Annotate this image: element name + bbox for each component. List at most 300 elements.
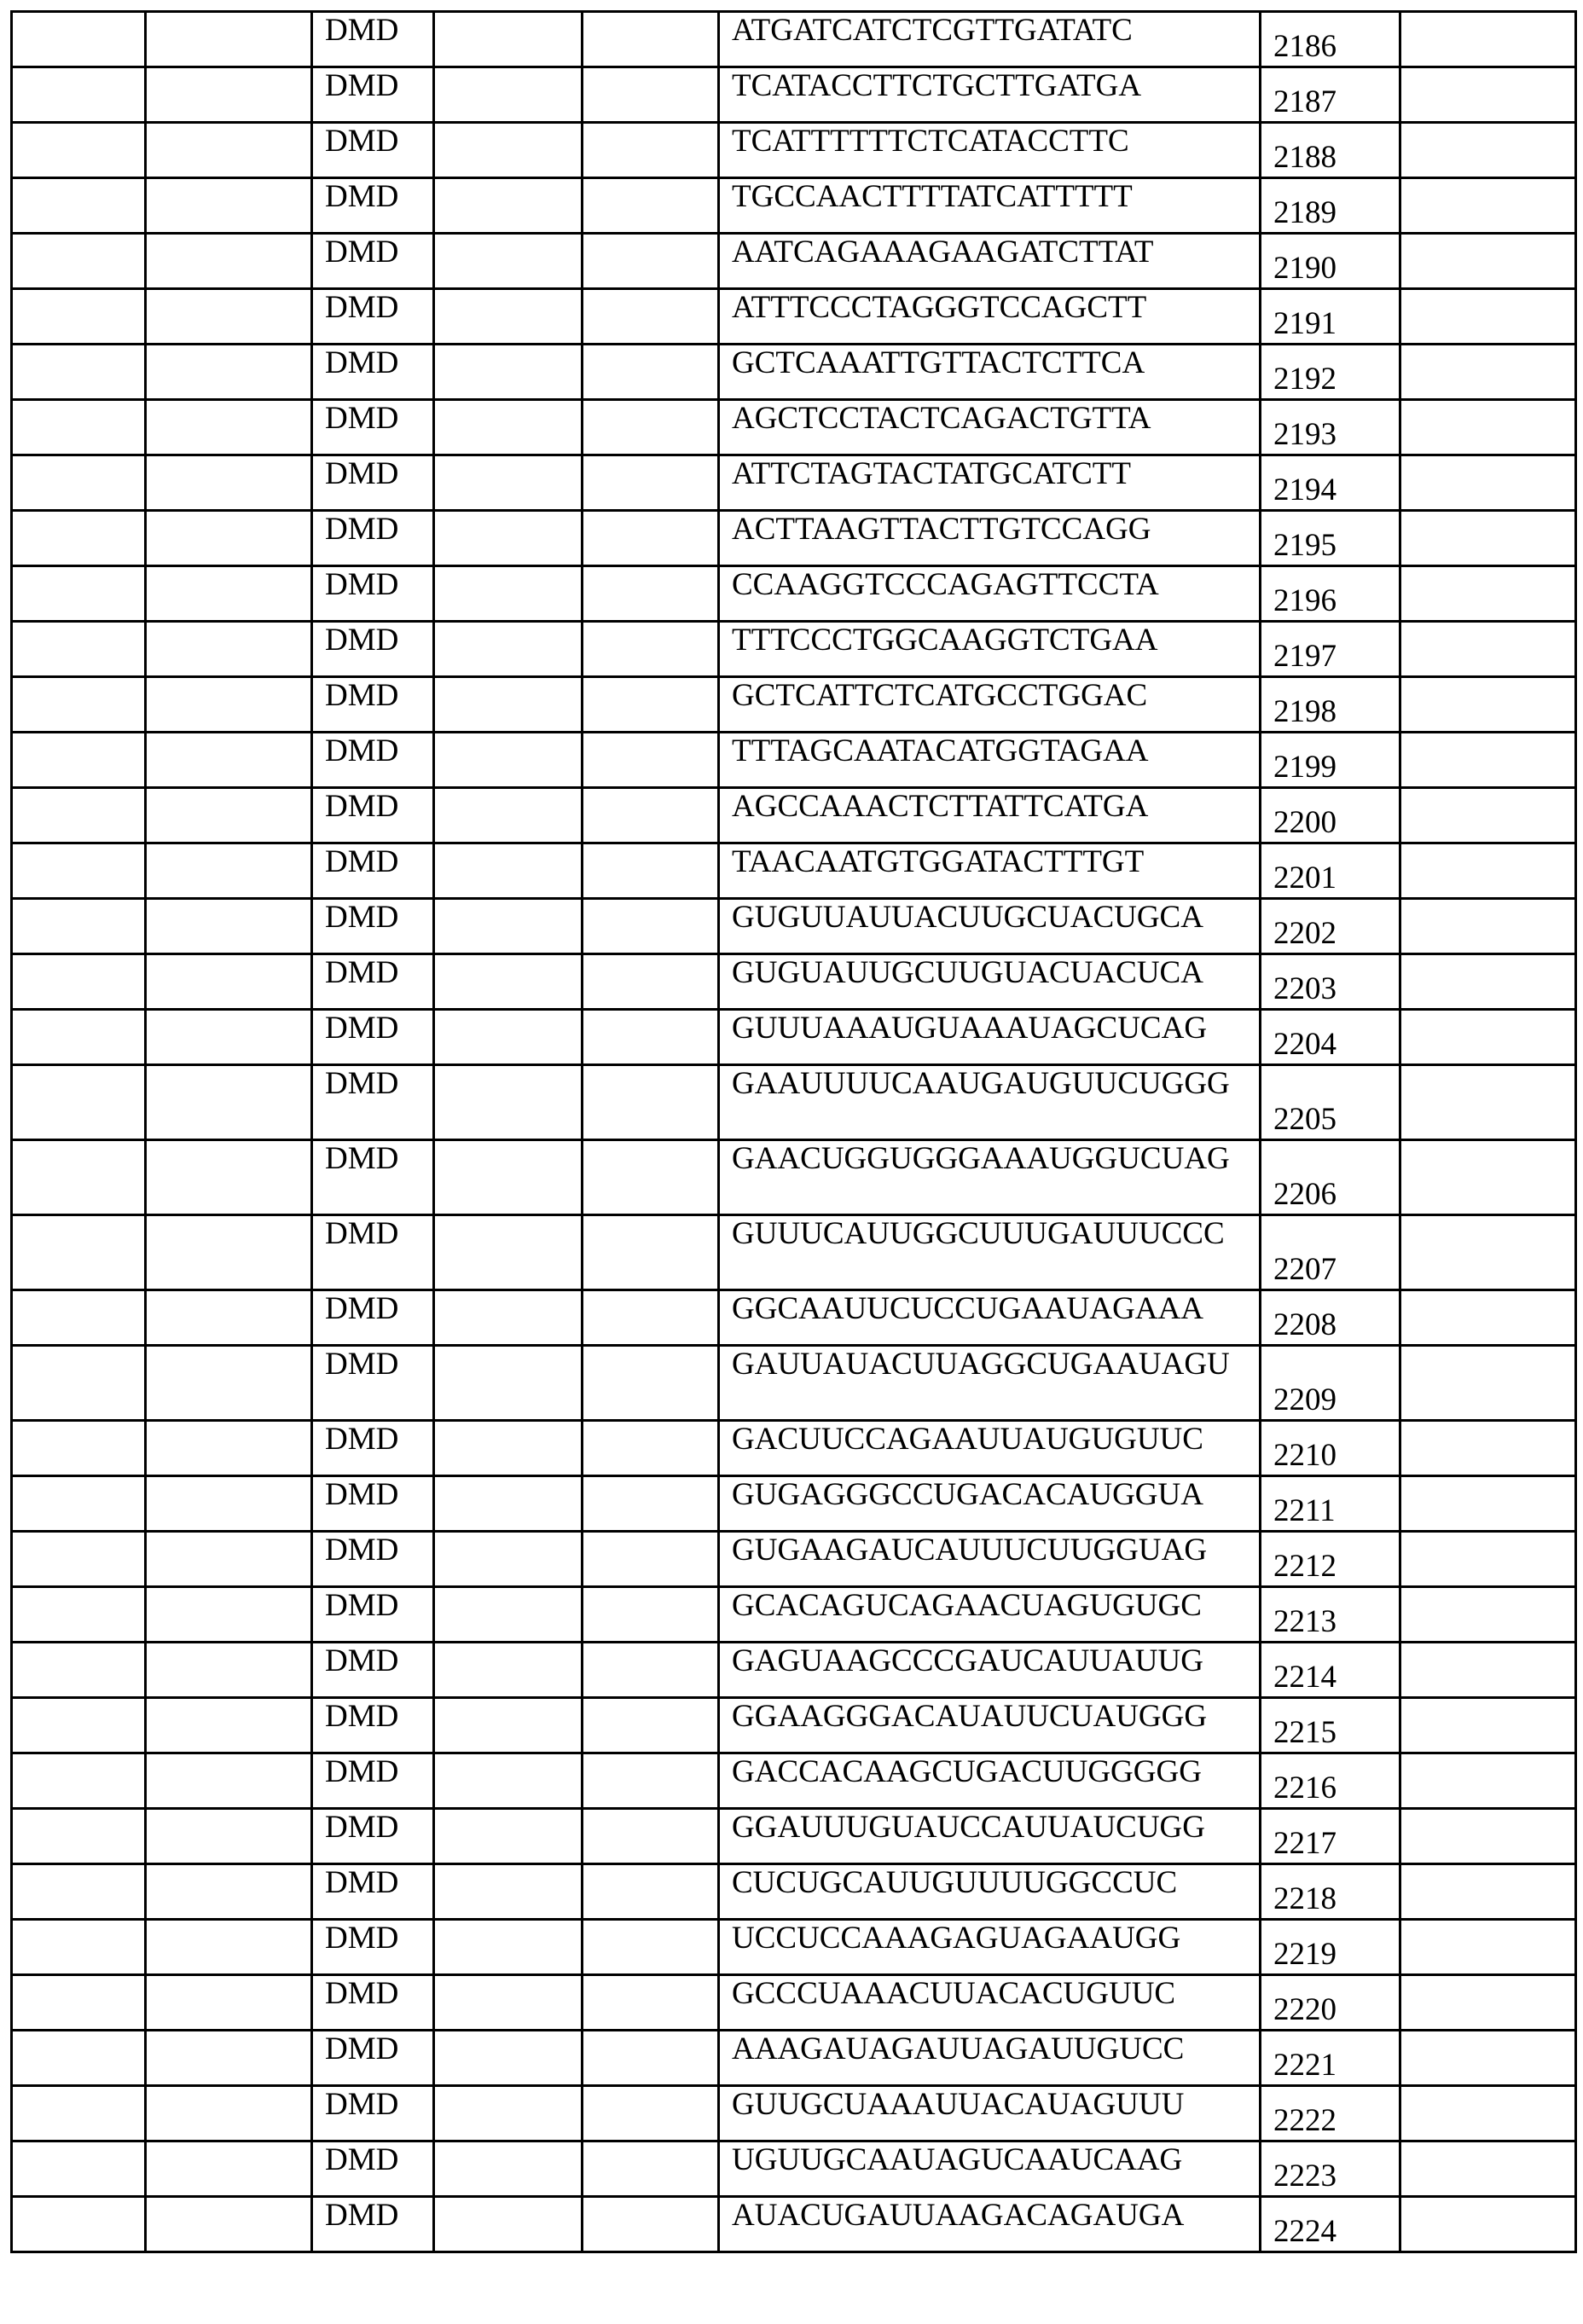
table-row bbox=[12, 1864, 1576, 1920]
empty-cell bbox=[146, 12, 312, 67]
table-row bbox=[12, 12, 1576, 67]
empty-cell bbox=[146, 1065, 312, 1140]
sequence-cell: ACTTAAGTTACTTGTCCAGG bbox=[719, 511, 1261, 566]
empty-cell bbox=[1400, 1532, 1576, 1587]
table-row bbox=[12, 123, 1576, 178]
gene-cell: DMD bbox=[312, 1753, 434, 1809]
table-row bbox=[12, 234, 1576, 289]
empty-cell bbox=[583, 1753, 719, 1809]
empty-cell bbox=[583, 2141, 719, 2197]
empty-cell bbox=[434, 289, 583, 345]
sequence-cell: TGCCAACTTTTATCATTTTT bbox=[719, 178, 1261, 234]
empty-cell bbox=[583, 677, 719, 733]
empty-cell bbox=[12, 1809, 146, 1864]
seq-id-cell: 2201 bbox=[1261, 843, 1400, 899]
empty-cell bbox=[12, 1140, 146, 1215]
gene-cell: DMD bbox=[312, 733, 434, 788]
table-row bbox=[12, 289, 1576, 345]
empty-cell bbox=[146, 566, 312, 622]
empty-cell bbox=[12, 1864, 146, 1920]
empty-cell bbox=[1400, 1864, 1576, 1920]
empty-cell bbox=[146, 788, 312, 843]
empty-cell bbox=[1400, 2141, 1576, 2197]
empty-cell bbox=[583, 566, 719, 622]
empty-cell bbox=[146, 1421, 312, 1476]
empty-cell bbox=[434, 1421, 583, 1476]
seq-id-cell: 2198 bbox=[1261, 677, 1400, 733]
seq-id-cell: 2216 bbox=[1261, 1753, 1400, 1809]
empty-cell bbox=[1400, 12, 1576, 67]
gene-cell: DMD bbox=[312, 2197, 434, 2252]
gene-cell: DMD bbox=[312, 234, 434, 289]
seq-id-cell: 2212 bbox=[1261, 1532, 1400, 1587]
sequence-cell: GUUGCUAAAUUACAUAGUUU bbox=[719, 2086, 1261, 2141]
gene-cell: DMD bbox=[312, 1864, 434, 1920]
empty-cell bbox=[146, 455, 312, 511]
sequence-cell: AUACUGAUUAAGACAGAUGA bbox=[719, 2197, 1261, 2252]
empty-cell bbox=[12, 677, 146, 733]
empty-cell bbox=[434, 1140, 583, 1215]
empty-cell bbox=[434, 2197, 583, 2252]
gene-cell: DMD bbox=[312, 1643, 434, 1698]
empty-cell bbox=[434, 67, 583, 123]
empty-cell bbox=[434, 1290, 583, 1346]
empty-cell bbox=[146, 954, 312, 1010]
table-row bbox=[12, 2197, 1576, 2252]
table-row bbox=[12, 400, 1576, 455]
empty-cell bbox=[1400, 1975, 1576, 2031]
empty-cell bbox=[146, 123, 312, 178]
empty-cell bbox=[146, 843, 312, 899]
sequence-table bbox=[10, 10, 1577, 2253]
empty-cell bbox=[434, 2141, 583, 2197]
sequence-cell: AGCCAAACTCTTATTCATGA bbox=[719, 788, 1261, 843]
empty-cell bbox=[434, 1065, 583, 1140]
empty-cell bbox=[12, 1753, 146, 1809]
table-row bbox=[12, 1421, 1576, 1476]
empty-cell bbox=[583, 289, 719, 345]
empty-cell bbox=[434, 234, 583, 289]
empty-cell bbox=[1400, 511, 1576, 566]
gene-cell: DMD bbox=[312, 1698, 434, 1753]
sequence-cell: GUUUCAUUGGCUUUGAUUUCCC bbox=[719, 1215, 1261, 1290]
sequence-cell: TAACAATGTGGATACTTTGT bbox=[719, 843, 1261, 899]
empty-cell bbox=[434, 2086, 583, 2141]
gene-cell: DMD bbox=[312, 1975, 434, 2031]
empty-cell bbox=[12, 2031, 146, 2086]
table-body bbox=[12, 12, 1576, 2252]
seq-id-cell: 2197 bbox=[1261, 622, 1400, 677]
empty-cell bbox=[583, 622, 719, 677]
empty-cell bbox=[1400, 1346, 1576, 1421]
empty-cell bbox=[583, 1010, 719, 1065]
gene-cell: DMD bbox=[312, 566, 434, 622]
empty-cell bbox=[1400, 1421, 1576, 1476]
sequence-cell: TTTAGCAATACATGGTAGAA bbox=[719, 733, 1261, 788]
sequence-cell: GUUUAAAUGUAAAUAGCUCAG bbox=[719, 1010, 1261, 1065]
empty-cell bbox=[1400, 954, 1576, 1010]
empty-cell bbox=[146, 2031, 312, 2086]
empty-cell bbox=[434, 178, 583, 234]
seq-id-cell: 2195 bbox=[1261, 511, 1400, 566]
empty-cell bbox=[434, 400, 583, 455]
table-row bbox=[12, 1975, 1576, 2031]
sequence-cell: CUCUGCAUUGUUUUGGCCUC bbox=[719, 1864, 1261, 1920]
empty-cell bbox=[12, 566, 146, 622]
sequence-cell: GAGUAAGCCCGAUCAUUAUUG bbox=[719, 1643, 1261, 1698]
sequence-cell: GUGAAGAUCAUUUCUUGGUAG bbox=[719, 1532, 1261, 1587]
empty-cell bbox=[12, 2197, 146, 2252]
empty-cell bbox=[1400, 345, 1576, 400]
empty-cell bbox=[12, 954, 146, 1010]
sequence-cell: GGAUUUGUAUCCAUUAUCUGG bbox=[719, 1809, 1261, 1864]
empty-cell bbox=[583, 2031, 719, 2086]
sequence-cell: ATTCTAGTACTATGCATCTT bbox=[719, 455, 1261, 511]
sequence-cell: GACCACAAGCUGACUUGGGGG bbox=[719, 1753, 1261, 1809]
empty-cell bbox=[12, 843, 146, 899]
empty-cell bbox=[583, 1065, 719, 1140]
seq-id-cell: 2211 bbox=[1261, 1476, 1400, 1532]
seq-id-cell: 2205 bbox=[1261, 1065, 1400, 1140]
table-row bbox=[12, 1346, 1576, 1421]
empty-cell bbox=[12, 511, 146, 566]
table-row bbox=[12, 1215, 1576, 1290]
empty-cell bbox=[434, 1975, 583, 2031]
gene-cell: DMD bbox=[312, 677, 434, 733]
sequence-cell: GCTCATTCTCATGCCTGGAC bbox=[719, 677, 1261, 733]
table-row bbox=[12, 345, 1576, 400]
seq-id-cell: 2196 bbox=[1261, 566, 1400, 622]
empty-cell bbox=[583, 788, 719, 843]
empty-cell bbox=[1400, 1290, 1576, 1346]
seq-id-cell: 2188 bbox=[1261, 123, 1400, 178]
gene-cell: DMD bbox=[312, 1532, 434, 1587]
empty-cell bbox=[1400, 677, 1576, 733]
table-row bbox=[12, 733, 1576, 788]
empty-cell bbox=[146, 511, 312, 566]
seq-id-cell: 2209 bbox=[1261, 1346, 1400, 1421]
empty-cell bbox=[583, 1698, 719, 1753]
empty-cell bbox=[12, 12, 146, 67]
empty-cell bbox=[146, 677, 312, 733]
empty-cell bbox=[434, 1587, 583, 1643]
empty-cell bbox=[1400, 2031, 1576, 2086]
sequence-cell: CCAAGGTCCCAGAGTTCCTA bbox=[719, 566, 1261, 622]
empty-cell bbox=[12, 1476, 146, 1532]
empty-cell bbox=[1400, 400, 1576, 455]
sequence-cell: GGAAGGGACAUAUUCUAUGGG bbox=[719, 1698, 1261, 1753]
empty-cell bbox=[146, 733, 312, 788]
sequence-cell: AAAGAUAGAUUAGAUUGUCC bbox=[719, 2031, 1261, 2086]
seq-id-cell: 2208 bbox=[1261, 1290, 1400, 1346]
empty-cell bbox=[1400, 1809, 1576, 1864]
empty-cell bbox=[434, 345, 583, 400]
seq-id-cell: 2222 bbox=[1261, 2086, 1400, 2141]
empty-cell bbox=[434, 677, 583, 733]
empty-cell bbox=[583, 733, 719, 788]
empty-cell bbox=[1400, 1010, 1576, 1065]
empty-cell bbox=[12, 1643, 146, 1698]
table-row bbox=[12, 2141, 1576, 2197]
empty-cell bbox=[1400, 566, 1576, 622]
empty-cell bbox=[583, 345, 719, 400]
empty-cell bbox=[434, 566, 583, 622]
empty-cell bbox=[583, 2086, 719, 2141]
empty-cell bbox=[1400, 1643, 1576, 1698]
gene-cell: DMD bbox=[312, 2086, 434, 2141]
empty-cell bbox=[146, 1920, 312, 1975]
empty-cell bbox=[12, 1290, 146, 1346]
empty-cell bbox=[434, 1215, 583, 1290]
empty-cell bbox=[434, 899, 583, 954]
empty-cell bbox=[434, 954, 583, 1010]
gene-cell: DMD bbox=[312, 1809, 434, 1864]
sequence-cell: GAAUUUUCAAUGAUGUUCUGGG bbox=[719, 1065, 1261, 1140]
gene-cell: DMD bbox=[312, 1346, 434, 1421]
empty-cell bbox=[12, 1421, 146, 1476]
sequence-cell: GCTCAAATTGTTACTCTTCA bbox=[719, 345, 1261, 400]
sequence-cell: GCCCUAAACUUACACUGUUC bbox=[719, 1975, 1261, 2031]
empty-cell bbox=[434, 733, 583, 788]
empty-cell bbox=[583, 1864, 719, 1920]
empty-cell bbox=[434, 622, 583, 677]
table-row bbox=[12, 677, 1576, 733]
seq-id-cell: 2187 bbox=[1261, 67, 1400, 123]
empty-cell bbox=[434, 123, 583, 178]
empty-cell bbox=[434, 1346, 583, 1421]
sequence-cell: GAACUGGUGGGAAAUGGUCUAG bbox=[719, 1140, 1261, 1215]
empty-cell bbox=[1400, 622, 1576, 677]
sequence-cell: ATGATCATCTCGTTGATATC bbox=[719, 12, 1261, 67]
table-row bbox=[12, 954, 1576, 1010]
empty-cell bbox=[12, 400, 146, 455]
gene-cell: DMD bbox=[312, 1065, 434, 1140]
table-row bbox=[12, 1290, 1576, 1346]
empty-cell bbox=[1400, 1698, 1576, 1753]
empty-cell bbox=[1400, 1753, 1576, 1809]
empty-cell bbox=[1400, 2197, 1576, 2252]
empty-cell bbox=[434, 12, 583, 67]
sequence-cell: GACUUCCAGAAUUAUGUGUUC bbox=[719, 1421, 1261, 1476]
table-row bbox=[12, 899, 1576, 954]
empty-cell bbox=[583, 899, 719, 954]
empty-cell bbox=[1400, 1140, 1576, 1215]
table-row bbox=[12, 67, 1576, 123]
sequence-cell: UGUUGCAAUAGUCAAUCAAG bbox=[719, 2141, 1261, 2197]
empty-cell bbox=[146, 2141, 312, 2197]
gene-cell: DMD bbox=[312, 843, 434, 899]
seq-id-cell: 2200 bbox=[1261, 788, 1400, 843]
table-row bbox=[12, 511, 1576, 566]
empty-cell bbox=[583, 455, 719, 511]
seq-id-cell: 2193 bbox=[1261, 400, 1400, 455]
empty-cell bbox=[146, 400, 312, 455]
empty-cell bbox=[146, 1753, 312, 1809]
gene-cell: DMD bbox=[312, 455, 434, 511]
seq-id-cell: 2207 bbox=[1261, 1215, 1400, 1290]
empty-cell bbox=[12, 788, 146, 843]
gene-cell: DMD bbox=[312, 1476, 434, 1532]
empty-cell bbox=[583, 1643, 719, 1698]
seq-id-cell: 2186 bbox=[1261, 12, 1400, 67]
empty-cell bbox=[1400, 67, 1576, 123]
empty-cell bbox=[1400, 178, 1576, 234]
empty-cell bbox=[146, 1290, 312, 1346]
empty-cell bbox=[1400, 899, 1576, 954]
empty-cell bbox=[1400, 1476, 1576, 1532]
empty-cell bbox=[12, 733, 146, 788]
table-row bbox=[12, 1920, 1576, 1975]
table-row bbox=[12, 566, 1576, 622]
sequence-cell: ATTTCCCTAGGGTCCAGCTT bbox=[719, 289, 1261, 345]
empty-cell bbox=[583, 954, 719, 1010]
empty-cell bbox=[583, 1346, 719, 1421]
seq-id-cell: 2210 bbox=[1261, 1421, 1400, 1476]
table-row bbox=[12, 1065, 1576, 1140]
empty-cell bbox=[583, 1215, 719, 1290]
empty-cell bbox=[146, 1809, 312, 1864]
seq-id-cell: 2206 bbox=[1261, 1140, 1400, 1215]
empty-cell bbox=[146, 178, 312, 234]
table-row bbox=[12, 843, 1576, 899]
seq-id-cell: 2190 bbox=[1261, 234, 1400, 289]
gene-cell: DMD bbox=[312, 622, 434, 677]
sequence-cell: GAUUAUACUUAGGCUGAAUAGU bbox=[719, 1346, 1261, 1421]
empty-cell bbox=[1400, 788, 1576, 843]
table-row bbox=[12, 1809, 1576, 1864]
empty-cell bbox=[12, 1010, 146, 1065]
table-row bbox=[12, 178, 1576, 234]
gene-cell: DMD bbox=[312, 1140, 434, 1215]
empty-cell bbox=[1400, 1920, 1576, 1975]
empty-cell bbox=[12, 2086, 146, 2141]
empty-cell bbox=[12, 123, 146, 178]
gene-cell: DMD bbox=[312, 511, 434, 566]
empty-cell bbox=[146, 1643, 312, 1698]
empty-cell bbox=[12, 67, 146, 123]
empty-cell bbox=[146, 2197, 312, 2252]
gene-cell: DMD bbox=[312, 1215, 434, 1290]
empty-cell bbox=[583, 1421, 719, 1476]
empty-cell bbox=[146, 1476, 312, 1532]
empty-cell bbox=[146, 1864, 312, 1920]
table-row bbox=[12, 1698, 1576, 1753]
sequence-cell: AATCAGAAAGAAGATCTTAT bbox=[719, 234, 1261, 289]
table-row bbox=[12, 455, 1576, 511]
empty-cell bbox=[1400, 234, 1576, 289]
seq-id-cell: 2223 bbox=[1261, 2141, 1400, 2197]
empty-cell bbox=[1400, 1587, 1576, 1643]
table-row bbox=[12, 2031, 1576, 2086]
empty-cell bbox=[146, 1215, 312, 1290]
empty-cell bbox=[583, 400, 719, 455]
empty-cell bbox=[434, 1010, 583, 1065]
gene-cell: DMD bbox=[312, 2031, 434, 2086]
empty-cell bbox=[12, 2141, 146, 2197]
empty-cell bbox=[146, 1010, 312, 1065]
seq-id-cell: 2194 bbox=[1261, 455, 1400, 511]
table-row bbox=[12, 1010, 1576, 1065]
seq-id-cell: 2220 bbox=[1261, 1975, 1400, 2031]
empty-cell bbox=[12, 1920, 146, 1975]
sequence-cell: GUGUAUUGCUUGUACUACUCA bbox=[719, 954, 1261, 1010]
empty-cell bbox=[12, 234, 146, 289]
empty-cell bbox=[146, 1975, 312, 2031]
empty-cell bbox=[583, 1140, 719, 1215]
empty-cell bbox=[583, 1532, 719, 1587]
empty-cell bbox=[434, 511, 583, 566]
empty-cell bbox=[434, 1643, 583, 1698]
table-row bbox=[12, 1753, 1576, 1809]
sequence-cell: AGCTCCTACTCAGACTGTTA bbox=[719, 400, 1261, 455]
empty-cell bbox=[12, 1532, 146, 1587]
empty-cell bbox=[434, 1753, 583, 1809]
gene-cell: DMD bbox=[312, 67, 434, 123]
empty-cell bbox=[1400, 733, 1576, 788]
empty-cell bbox=[583, 1290, 719, 1346]
gene-cell: DMD bbox=[312, 1920, 434, 1975]
empty-cell bbox=[583, 843, 719, 899]
gene-cell: DMD bbox=[312, 1290, 434, 1346]
empty-cell bbox=[146, 1140, 312, 1215]
seq-id-cell: 2204 bbox=[1261, 1010, 1400, 1065]
table-row bbox=[12, 788, 1576, 843]
empty-cell bbox=[146, 1698, 312, 1753]
empty-cell bbox=[12, 289, 146, 345]
empty-cell bbox=[434, 788, 583, 843]
empty-cell bbox=[146, 1346, 312, 1421]
seq-id-cell: 2218 bbox=[1261, 1864, 1400, 1920]
empty-cell bbox=[1400, 1065, 1576, 1140]
empty-cell bbox=[434, 843, 583, 899]
seq-id-cell: 2199 bbox=[1261, 733, 1400, 788]
sequence-cell: TCATACCTTCTGCTTGATGA bbox=[719, 67, 1261, 123]
empty-cell bbox=[12, 1975, 146, 2031]
sequence-cell: GUGAGGGCCUGACACAUGGUA bbox=[719, 1476, 1261, 1532]
gene-cell: DMD bbox=[312, 1010, 434, 1065]
gene-cell: DMD bbox=[312, 788, 434, 843]
gene-cell: DMD bbox=[312, 1587, 434, 1643]
empty-cell bbox=[583, 234, 719, 289]
gene-cell: DMD bbox=[312, 2141, 434, 2197]
gene-cell: DMD bbox=[312, 178, 434, 234]
seq-id-cell: 2221 bbox=[1261, 2031, 1400, 2086]
sequence-cell: TCATTTTTTCTCATACCTTC bbox=[719, 123, 1261, 178]
seq-id-cell: 2213 bbox=[1261, 1587, 1400, 1643]
seq-id-cell: 2215 bbox=[1261, 1698, 1400, 1753]
table-row bbox=[12, 1140, 1576, 1215]
empty-cell bbox=[146, 1587, 312, 1643]
empty-cell bbox=[434, 2031, 583, 2086]
seq-id-cell: 2192 bbox=[1261, 345, 1400, 400]
empty-cell bbox=[1400, 455, 1576, 511]
empty-cell bbox=[146, 899, 312, 954]
empty-cell bbox=[1400, 1215, 1576, 1290]
empty-cell bbox=[1400, 289, 1576, 345]
table-row bbox=[12, 622, 1576, 677]
empty-cell bbox=[583, 12, 719, 67]
empty-cell bbox=[1400, 2086, 1576, 2141]
table-row bbox=[12, 1476, 1576, 1532]
table-row bbox=[12, 1587, 1576, 1643]
empty-cell bbox=[12, 345, 146, 400]
sequence-cell: GUGUUAUUACUUGCUACUGCA bbox=[719, 899, 1261, 954]
sequence-cell: UCCUCCAAAGAGUAGAAUGG bbox=[719, 1920, 1261, 1975]
table-row bbox=[12, 2086, 1576, 2141]
empty-cell bbox=[583, 67, 719, 123]
empty-cell bbox=[146, 289, 312, 345]
sequence-cell: GGCAAUUCUCCUGAAUAGAAA bbox=[719, 1290, 1261, 1346]
